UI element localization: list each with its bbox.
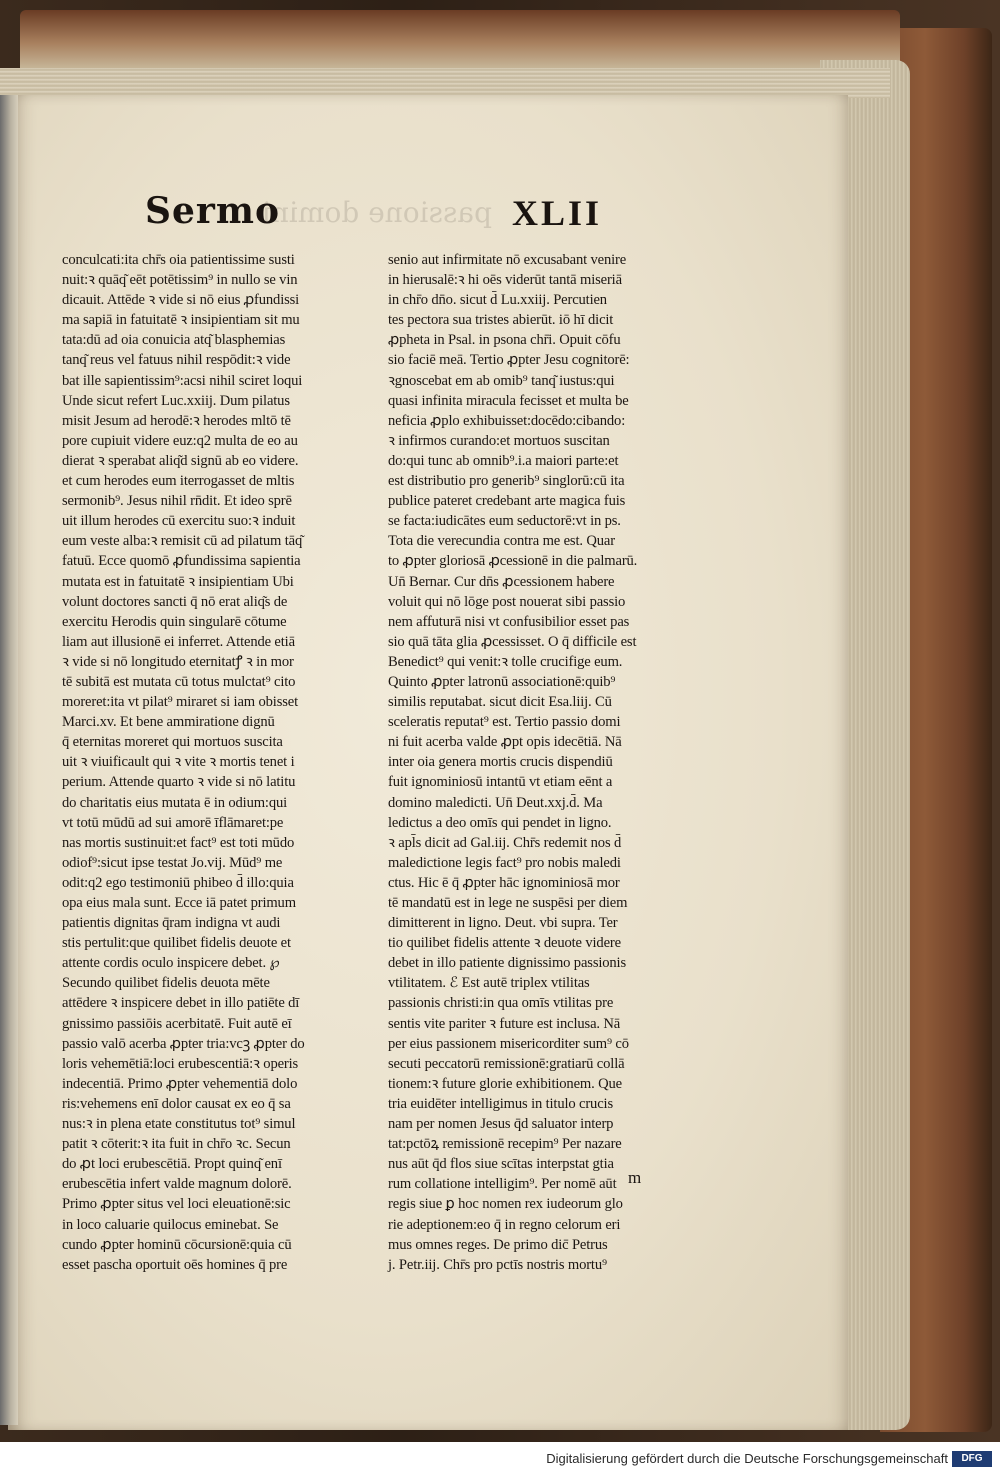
text-line: fuit ignominiosū intantū vt etiam eēnt a <box>388 774 613 791</box>
text-line: moreret:ita vt pilat⁹ miraret si iam obisset <box>62 694 298 711</box>
text-line: j. Petr.iij. Chr̄s pro pctīs nostris mortu⁹ <box>388 1256 607 1273</box>
text-line: volunt doctores sancti q̄ nō erat aliq͂s de <box>62 593 288 610</box>
text-line: sceleratis reputat⁹ est. Tertio passio domi <box>388 714 621 731</box>
text-line: Tota die verecundia contra me est. Quar <box>388 533 615 550</box>
text-line: tata:dū ad oia conuicia atq͂ blasphemias <box>62 332 286 349</box>
text-line: senio aut infirmitate nō excusabant venire <box>388 252 627 268</box>
text-line: voluit qui nō lōge post nouerat sibi passio <box>388 593 626 610</box>
previous-page-edge <box>0 95 18 1425</box>
text-line: q̄ eternitas moreret qui mortuos suscita <box>62 734 283 751</box>
text-line: sio faciē meā. Tertio ꝓpter Jesu cognitorē: <box>388 352 630 369</box>
text-line: Unde sicut refert Luc.xxiij. Dum pilatus <box>62 392 290 409</box>
text-line: do ꝓt loci erubescētiā. Propt quinq͂ enī <box>62 1156 282 1173</box>
text-line: in chr̄o dn̄o. sicut d̄ Lu.xxiij. Percutien <box>388 292 607 309</box>
left-text-column <box>62 250 382 1275</box>
text-line: conculcati:ita chr̄s oia patientissime susti <box>62 252 295 268</box>
text-line: odit:q2 ego testimoniū phibeo d̄ illo:quia <box>62 874 294 891</box>
dfg-logo-icon: DFG <box>952 1451 992 1467</box>
text-line: Marci.xv. Et bene ammiratione dignū <box>62 714 275 731</box>
text-line: perium. Attende quarto ꝛ vide si nō latitu <box>62 774 296 791</box>
text-line: publice pateret credebant arte magica fuis <box>388 493 626 510</box>
text-line: Un̄ Bernar. Cur dn̄s ꝓcessionem habere <box>388 573 615 590</box>
text-line: in loco caluarie quilocus eminebat. Se <box>62 1216 279 1233</box>
text-line: stis pertulit:que quilibet fidelis deuote et <box>62 935 291 952</box>
text-line: mutata est in fatuitatē ꝛ insipientiam Ubi <box>62 573 294 590</box>
text-line: in hierusalē:ꝛ hi oēs viderūt tantā miseriā <box>388 272 622 289</box>
text-line: per eius passionem misericorditer sum⁹ cō <box>388 1035 629 1052</box>
text-line: nam per nomen Jesus q̄d saluator interp <box>388 1116 614 1133</box>
text-line: tes pectora sua tristes abierūt. iō hī dicit <box>388 312 614 329</box>
text-line: ledictus a deo omīs qui pendet in ligno. <box>388 814 612 831</box>
text-line: tē mandatū est in lege ne suspēsi per diem <box>388 895 628 911</box>
folio-number: XLII <box>512 193 603 233</box>
text-line: attente cordis oculo inspicere debet. ℘ <box>62 955 280 972</box>
show-through-text: passione domini <box>262 196 492 229</box>
text-line: domino maledicti. Un̄ Deut.xxj.d̄. Ma <box>388 794 603 811</box>
text-line: vtilitatem. ℰ Est autē triplex vtilitas <box>388 975 590 992</box>
text-line: sentis vite pariter ꝛ future est inclusa. Nā <box>388 1015 621 1032</box>
text-line: do charitatis eius mutata ē in odium:qui <box>62 794 288 811</box>
right-text-column <box>388 250 718 1275</box>
text-line: tē subitā est mutata cū totus mulctat⁹ cito <box>62 673 296 690</box>
text-line: nus:ꝛ in plena etate constitutus tot⁹ simul <box>62 1116 296 1133</box>
text-line: ꝛ infirmos curando:et mortuos suscitan <box>388 432 610 449</box>
top-page-edges <box>0 68 890 98</box>
text-line: exercitu Herodis quin singularē cōtume <box>62 613 287 630</box>
text-line: odiof⁹:sicut ipse testat Jo.vij. Mūd⁹ me <box>62 854 283 871</box>
text-line: Primo ꝓpter situs vel loci eleuationē:sic <box>62 1196 291 1213</box>
text-line: Benedict⁹ qui venit:ꝛ tolle crucifige eum. <box>388 653 623 670</box>
text-line: ꝛ vide si nō longitudo eternitatꝭ ꝛ in mor <box>62 653 294 670</box>
text-line: eum veste alba:ꝛ remisit cū ad pilatum tāq͂ <box>62 533 303 550</box>
footer-bar <box>0 1442 1000 1475</box>
text-line: nem affuturā nisi vt confusibilior esset pas <box>388 613 630 630</box>
text-line: patientis dignitas q̄ram indigna vt audi <box>62 915 281 932</box>
text-line: est distributio pro generib⁹ singlorū:cū ita <box>388 473 625 490</box>
text-line: et cum herodes eum iterrogasset de mltis <box>62 473 295 490</box>
text-line: uit illum herodes cū exercitu suo:ꝛ induit <box>62 513 296 530</box>
text-line: mus omnes reges. De primo dic̄ Petrus <box>388 1236 608 1253</box>
text-line: patit ꝛ cōterit:ꝛ ita fuit in chr̄o ꝛc. Secun <box>62 1136 291 1153</box>
text-line: gnissimo passiōis acerbitatē. Fuit autē eī <box>62 1015 292 1032</box>
text-line: inter oia genera mortis crucis dispendiū <box>388 754 613 771</box>
footer-credit: Digitalisierung gefördert durch die Deutsche Forschungsgemeinschaft <box>546 1451 948 1466</box>
text-line: se facta:iudicātes eum seductorē:vt in ps. <box>388 513 621 530</box>
text-line: neficia ꝓplo exhibuisset:docēdo:cibando: <box>388 412 626 429</box>
text-line: ctus. Hic ē q̄ ꝓpter hāc ignominiosā mor <box>388 874 620 891</box>
text-line: sermonib⁹. Jesus nihil rn̄dit. Et ideo sprē <box>62 493 292 510</box>
text-line: passionis christi:in qua omīs vtilitas pre <box>388 995 614 1012</box>
text-line: debet in illo patiente dignissimo passionis <box>388 955 626 972</box>
signature-mark: m <box>628 1168 642 1187</box>
text-line: sio quā tāta glia ꝓcessisset. O q̄ difficile est <box>388 633 637 650</box>
text-line: nuit:ꝛ quāq͂ eēt potētissim⁹ in nullo se vin <box>62 272 298 289</box>
text-line: tria euidēter intelligimus in titulo crucis <box>388 1095 613 1112</box>
text-line: ꝛ apl̄s dicit ad Gal.iij. Chr̄s redemit nos d̄ <box>388 834 622 851</box>
text-line: esset pascha oportuit oēs homines q̄ pre <box>62 1256 288 1273</box>
text-line: cundo ꝓpter hominū cōcursionē:quia cū <box>62 1236 292 1253</box>
text-line: uit ꝛ viuificault qui ꝛ vite ꝛ mortis tenet i <box>62 754 295 771</box>
text-line: tionem:ꝛ future glorie exhibitionem. Que <box>388 1075 622 1092</box>
text-line: Quinto ꝓpter latronū associationē:quib⁹ <box>388 673 616 690</box>
running-head-title: Sermo <box>145 190 280 232</box>
text-line: dimitterent in ligno. Deut. vbi supra. Ter <box>388 915 618 932</box>
text-line: bat ille sapientissim⁹:acsi nihil sciret loqui <box>62 372 303 389</box>
text-line: dierat ꝛ sperabat aliq͂d signū ab eo videre. <box>62 452 299 469</box>
text-line: ma sapiā in fatuitatē ꝛ insipientiam sit mu <box>62 312 300 329</box>
text-line: tanq͂ reus vel fatuus nihil respōdit:ꝛ vide <box>62 352 291 369</box>
text-line: nus aūt q̄d flos siue scītas interpstat gtia <box>388 1156 614 1173</box>
text-line: rum collatione intelligim⁹. Per nomē aūt <box>388 1176 617 1193</box>
text-line: regis siue ꝑ hoc nomen rex iudeorum glo <box>388 1196 623 1213</box>
text-line: tio quilibet fidelis attente ꝛ deuote videre <box>388 935 621 952</box>
text-line: tat:pctōꝝ remissionē recepim⁹ Per nazare <box>388 1136 622 1153</box>
text-line: misit Jesum ad herodē:ꝛ herodes mltō tē <box>62 412 291 429</box>
text-line: ris:vehemens enī dolor causat ex eo q̄ sa <box>62 1095 291 1112</box>
book-top-edge <box>20 10 900 70</box>
text-line: quasi infinita miracula fecisset et multa be <box>388 392 629 409</box>
text-line: rie adeptionem:eo q̄ in regno celorum eri <box>388 1216 621 1233</box>
text-line: Secundo quilibet fidelis deuota mēte <box>62 975 270 992</box>
text-line: indecentiā. Primo ꝓpter vehementiā dolo <box>62 1075 298 1092</box>
text-line: nas mortis sustinuit:et fact⁹ est toti mūdo <box>62 834 295 851</box>
text-line: fatuū. Ecce quomō ꝓfundissima sapientia <box>62 553 301 570</box>
text-line: erubescētia infert valde magnum dolorē. <box>62 1176 292 1193</box>
text-line: ꝛgnoscebat em ab omib⁹ tanq͂ iustus:qui <box>388 372 615 389</box>
text-line: ꝓpheta in Psal. in psona chr̄i. Opuit cōfu <box>388 332 621 349</box>
text-line: ni fuit acerba valde ꝓpt opis idecētiā. Nā <box>388 734 622 751</box>
text-line: loris vehemētiā:loci erubescentiā:ꝛ operis <box>62 1055 299 1072</box>
text-line: liam aut illusionē ei inferret. Attende etiā <box>62 633 295 650</box>
text-line: attēdere ꝛ inspicere debet in illo patiēte dī <box>62 995 300 1012</box>
text-line: dicauit. Attēde ꝛ vide si nō eius ꝓfundissi <box>62 292 300 309</box>
text-line: opa eius mala sunt. Ecce iā patet primum <box>62 895 296 911</box>
text-line: do:qui tunc ab omnib⁹.i.a maiori parte:et <box>388 452 619 469</box>
text-line: vt totū mūdū ad sui amorē īflāmaret:pe <box>62 814 284 831</box>
text-line: maledictione legis fact⁹ pro nobis maledi <box>388 854 621 871</box>
text-line: to ꝓpter gloriosā ꝓcessionē in die palmarū. <box>388 553 638 570</box>
text-line: secuti peccatorū remissionē:gratiarū collā <box>388 1055 625 1072</box>
text-line: passio valō acerba ꝓpter tria:vcꝫ ꝓpter do <box>62 1035 305 1052</box>
text-line: pore cupiuit videre euz:q2 multa de eo au <box>62 432 298 449</box>
text-line: similis reputabat. sicut dicit Esa.liij. Cū <box>388 694 612 711</box>
